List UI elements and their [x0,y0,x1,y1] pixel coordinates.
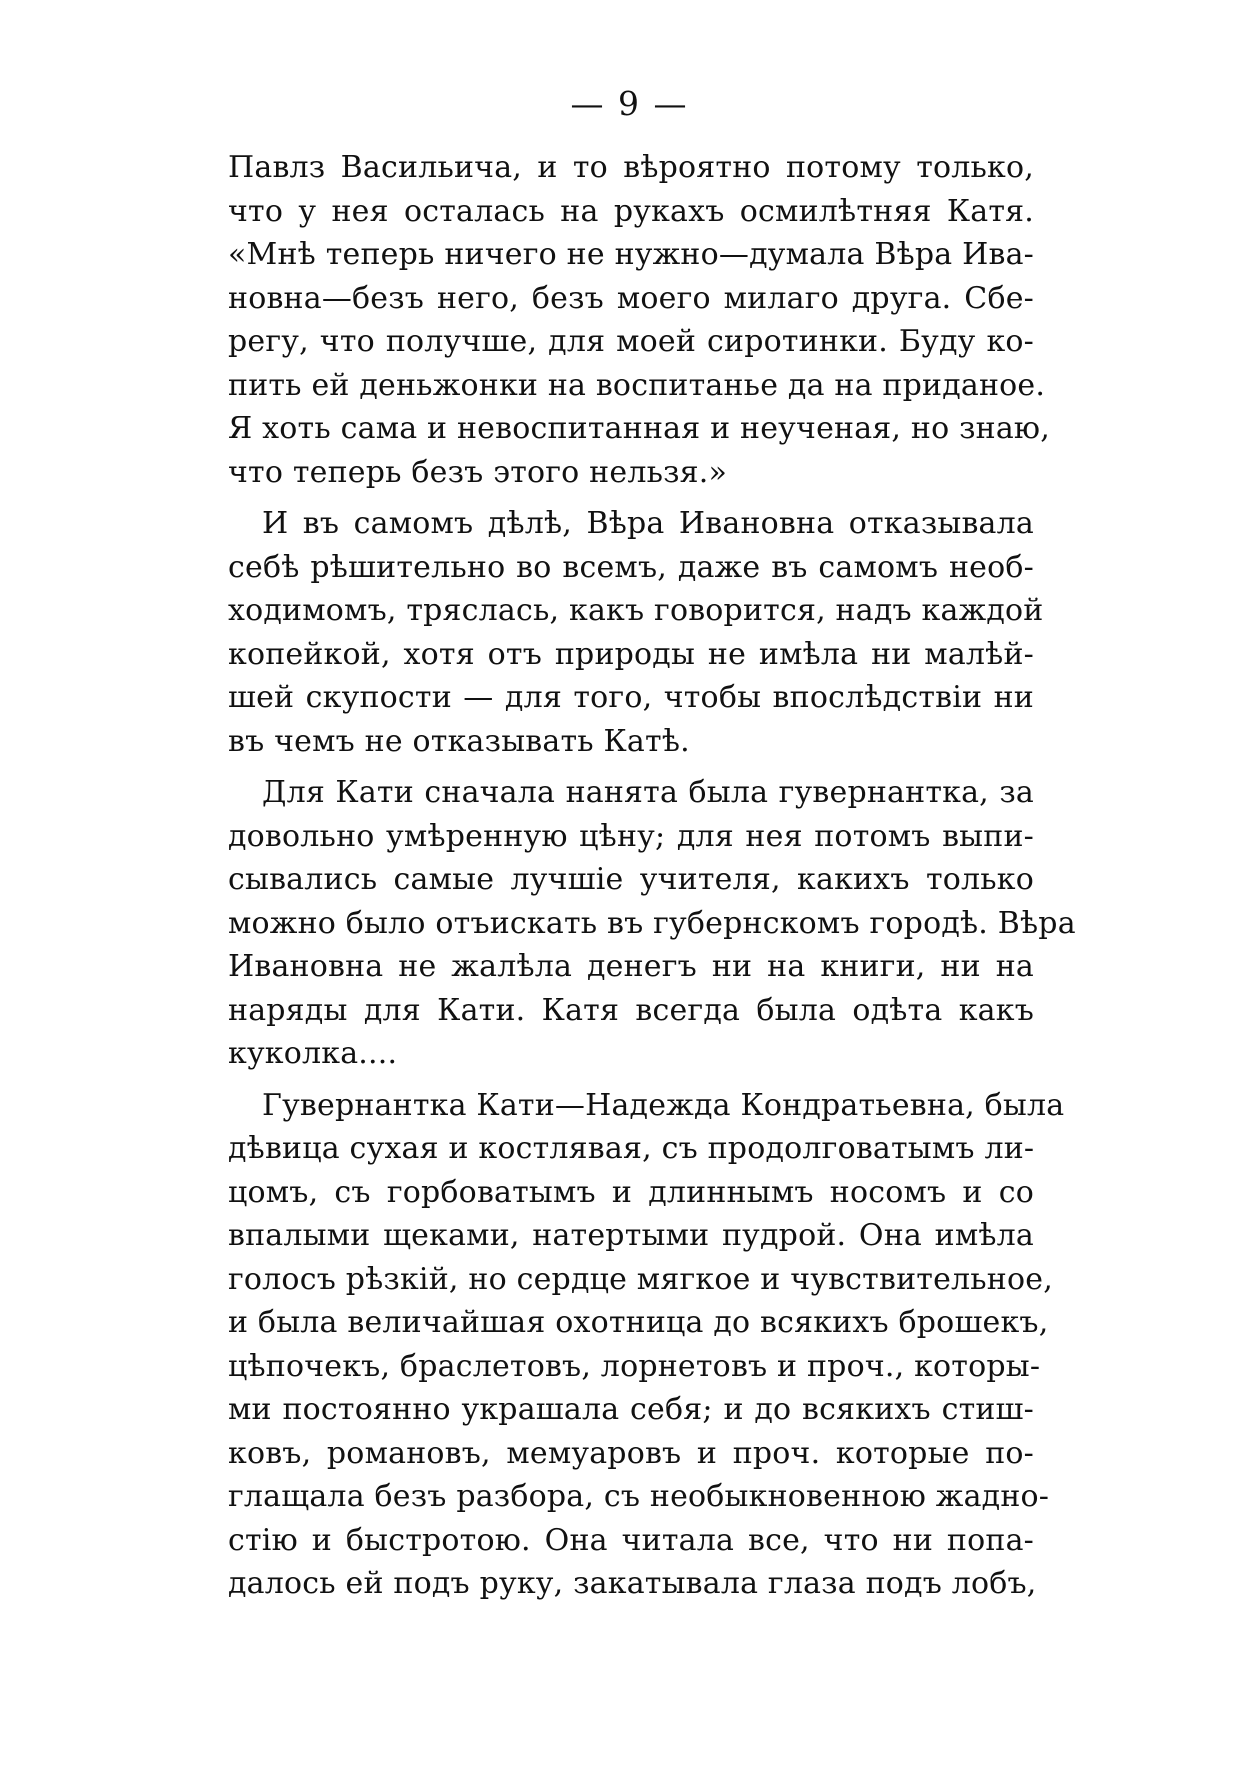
text-line: шей скупости — для того, чтобы впослѣдствіи ни [228,680,1034,715]
text-line: впалыми щеками, натертыми пудрой. Она имѣла [228,1218,1034,1253]
text-line: цѣпочекъ, браслетовъ, лорнетовъ и проч., которы- [228,1348,1041,1384]
text-line: регу, что получше, для моей сиротинки. Буду ко- [228,324,1034,359]
text-line: наряды для Кати. Катя всегда была одѣта какъ [228,992,1034,1028]
text-line: Для Кати сначала нанята была гувернантка, за [262,775,1034,810]
text-line: И въ самомъ дѣлѣ, Вѣра Ивановна отказывала [262,506,1034,541]
text-line: куколка.... [228,1036,398,1071]
text-line: «Мнѣ теперь ничего не нужно—думала Вѣра Ива- [228,237,1034,272]
text-line: Павлз Васильича, и то вѣроятно потому только, [228,150,1034,185]
text-line: стію и быстротою. Она читала все, что ни попа- [228,1522,1034,1558]
text-line: себѣ рѣшительно во всемъ, даже въ самомъ необ- [228,549,1034,585]
body-text [228,146,1076,1606]
text-line: цомъ, съ горбоватымъ и длиннымъ носомъ и со [228,1174,1034,1210]
text-line: голосъ рѣзкій, но сердце мягкое и чувствительное, [228,1261,1053,1297]
text-line: дѣвица сухая и костлявая, съ продолговатымъ ли- [228,1131,1035,1166]
paragraph-gap [228,763,1034,771]
text-line: ходимомъ, тряслась, какъ говорится, надъ каждой [228,593,1044,628]
text-line: ми постоянно украшала себя; и до всякихъ стиш- [228,1392,1034,1427]
text-line: глащала безъ разбора, съ необыкновенною жадно- [228,1479,1050,1514]
text-line: копейкой, хотя отъ природы не имѣла ни малѣй- [228,636,1034,672]
text-line: ковъ, романовъ, мемуаровъ и проч. которые по- [228,1435,1034,1471]
text-line: и была величайшая охотница до всякихъ брошекъ, [228,1305,1049,1340]
paragraph-gap [228,494,1034,502]
paragraph-2 [228,502,1044,763]
text-line: Ивановна не жалѣла денегъ ни на книги, ни на [228,949,1034,984]
text-line: можно было отъискать въ губернскомъ городѣ. Вѣра [228,905,1076,941]
text-line: далось ей подъ руку, закатывала глаза подъ лобъ, [228,1566,1037,1601]
text-line: что у нея осталась на рукахъ осмилѣтняя Катя. [228,193,1034,229]
paragraph-gap [228,1076,1034,1084]
text-line: довольно умѣренную цѣну; для нея потомъ выпи- [228,818,1034,854]
text-line: сывались самые лучшіе учителя, какихъ только [228,862,1034,897]
text-line: пить ей деньжонки на воспитанье да на приданое. [228,367,1046,403]
paragraph-1 [228,146,1050,494]
paragraph-4 [228,1084,1065,1606]
paragraph-3 [228,771,1076,1076]
text-line: Гувернантка Кати—Надежда Кондратьевна, была [262,1087,1065,1123]
text-line: Я хоть сама и невоспитанная и неученая, но знаю, [228,411,1050,446]
text-line: новна—безъ него, безъ моего милаго друга. Сбе- [228,280,1034,316]
page-number: — 9 — [570,84,689,123]
text-line: что теперь безъ этого нельзя.» [228,454,728,490]
text-line: въ чемъ не отказывать Катѣ. [228,723,690,759]
